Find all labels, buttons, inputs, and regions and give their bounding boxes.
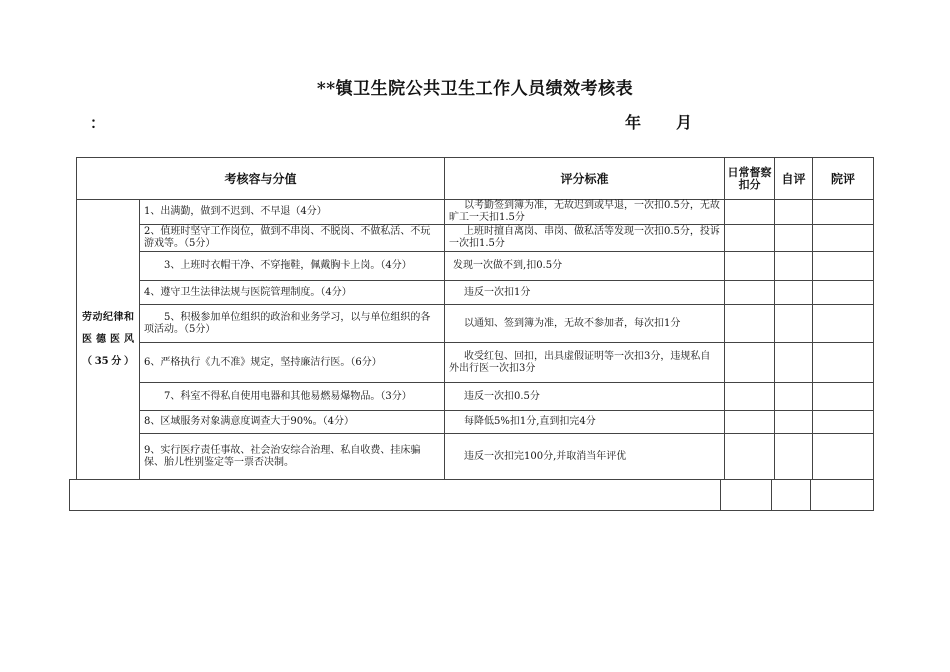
daily-cell (725, 281, 775, 305)
hospital-cell (813, 305, 874, 343)
summary-row-table (69, 479, 874, 511)
row-content: 1、出满勤，做到不迟到、不早退（4分） (140, 200, 445, 225)
row-content: 2、值班时坚守工作岗位，做到不串岗、不脱岗、不做私活、不玩游戏等。（5分） (140, 225, 445, 252)
table-row (77, 200, 874, 225)
row-criteria: 每降低5%扣1分,直到扣完4分 (445, 411, 725, 434)
header-hospital-eval: 院评 (813, 158, 874, 200)
unit-label-colon: ： (90, 114, 106, 132)
header-criteria: 评分标准 (445, 158, 725, 200)
self-cell (775, 383, 813, 411)
row-content: 8、区域服务对象满意度调查大于90%。（4分） (140, 411, 445, 434)
row-content: 4、遵守卫生法律法规与医院管理制度。（4分） (140, 281, 445, 305)
daily-cell (725, 434, 775, 480)
category-label: 劳动纪律和医德医风（35分） (77, 200, 140, 480)
table-row (77, 411, 874, 434)
hospital-cell (813, 225, 874, 252)
month-label: 月 (676, 113, 693, 132)
summary-row (70, 480, 874, 511)
table-row (77, 343, 874, 383)
self-cell (775, 281, 813, 305)
row-content: 7、科室不得私自使用电器和其他易燃易爆物品。（3分） (140, 383, 445, 411)
table-row (77, 252, 874, 281)
hospital-cell (813, 252, 874, 281)
row-content: 6、严格执行《九不准》规定，坚持廉洁行医。（6分） (140, 343, 445, 383)
daily-cell (725, 225, 775, 252)
table-row (77, 383, 874, 411)
table-row (77, 305, 874, 343)
hospital-cell (813, 343, 874, 383)
row-content: 3、上班时衣帽干净、不穿拖鞋，佩戴胸卡上岗。（4分） (140, 252, 445, 281)
self-cell (775, 225, 813, 252)
row-criteria: 以通知、签到簿为准，无故不参加者，每次扣1分 (445, 305, 725, 343)
daily-cell (725, 411, 775, 434)
year-label: 年 (625, 113, 642, 132)
self-cell (775, 411, 813, 434)
summary-cell (772, 480, 811, 511)
self-cell (775, 343, 813, 383)
daily-cell (725, 383, 775, 411)
row-criteria: 以考勤签到簿为准，无故迟到或早退，一次扣0.5分，无故旷工一天扣1.5分 (445, 200, 725, 225)
hospital-cell (813, 434, 874, 480)
table-header-row (77, 158, 874, 200)
summary-cell (721, 480, 772, 511)
daily-cell (725, 200, 775, 225)
self-cell (775, 200, 813, 225)
self-cell (775, 305, 813, 343)
row-criteria: 违反一次扣完100分,并取消当年评优 (445, 434, 725, 480)
daily-cell (725, 305, 775, 343)
daily-cell (725, 252, 775, 281)
row-criteria: 收受红包、回扣，出具虚假证明等一次扣3分，违规私自外出行医一次扣3分 (445, 343, 725, 383)
row-content: 5、积极参加单位组织的政治和业务学习，以与单位组织的各项活动。（5分） (140, 305, 445, 343)
self-cell (775, 434, 813, 480)
summary-cell (70, 480, 721, 511)
row-content: 9、实行医疗责任事故、社会治安综合治理、私自收费、挂床骗保、胎儿性别鉴定等一票否决制。 (140, 434, 445, 480)
table-row (77, 225, 874, 252)
document-title: **镇卫生院公共卫生工作人员绩效考核表 (316, 79, 634, 99)
row-criteria: 违反一次扣0.5分 (445, 383, 725, 411)
row-criteria: 发现一次做不到,扣0.5分 (445, 252, 725, 281)
assessment-table (76, 157, 874, 480)
row-criteria: 上班时擅自离岗、串岗、做私活等发现一次扣0.5分，投诉一次扣1.5分 (445, 225, 725, 252)
table-row (77, 434, 874, 480)
hospital-cell (813, 200, 874, 225)
hospital-cell (813, 411, 874, 434)
header-self-eval: 自评 (775, 158, 813, 200)
summary-cell (811, 480, 874, 511)
daily-cell (725, 343, 775, 383)
self-cell (775, 252, 813, 281)
header-content: 考核容与分值 (77, 158, 445, 200)
row-criteria: 违反一次扣1分 (445, 281, 725, 305)
hospital-cell (813, 383, 874, 411)
table-row (77, 281, 874, 305)
header-daily-deduction: 日常督察扣分 (725, 158, 775, 200)
hospital-cell (813, 281, 874, 305)
